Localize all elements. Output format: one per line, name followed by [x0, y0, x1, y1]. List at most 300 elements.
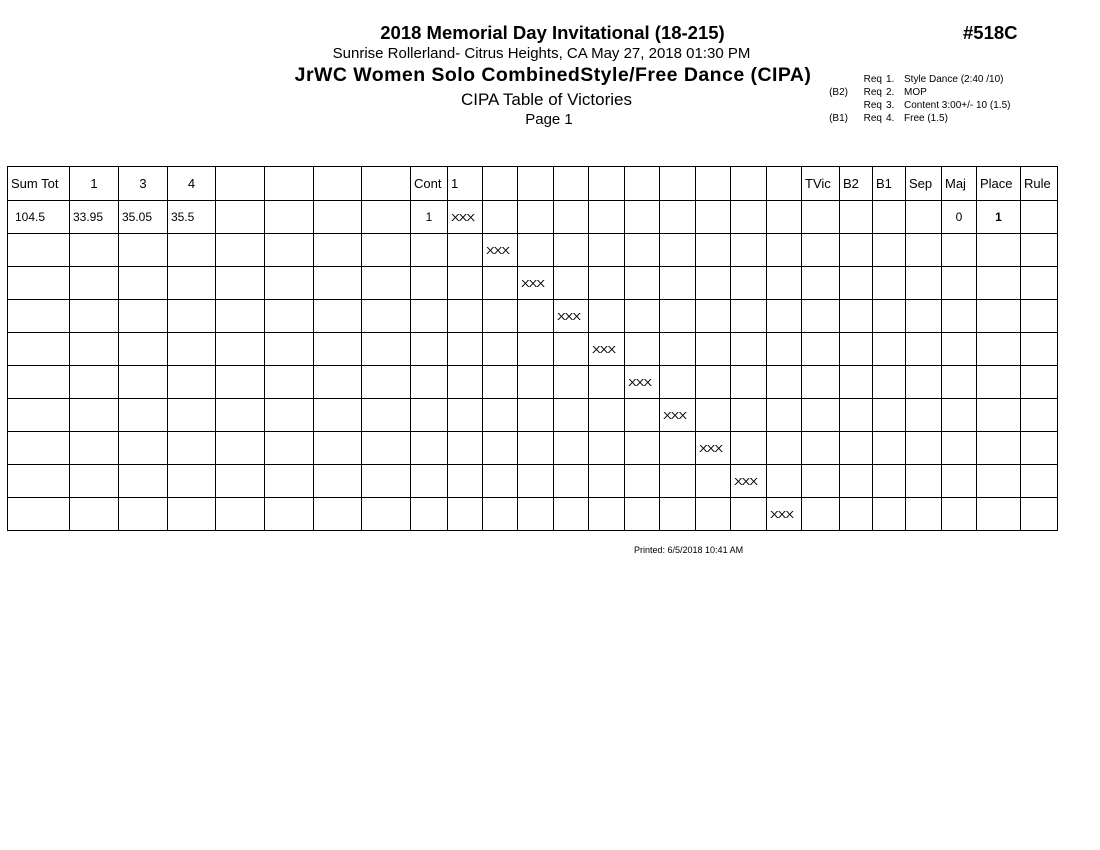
table-cell [696, 498, 731, 531]
table-cell [483, 201, 518, 234]
cross-mark: XXX [663, 409, 687, 421]
table-cell [660, 399, 696, 432]
table-cell [660, 366, 696, 399]
requirement-prefix: (B1) [829, 113, 848, 124]
table-cell [802, 333, 840, 366]
table-cell [518, 234, 554, 267]
table-cell [518, 267, 554, 300]
table-cell [840, 234, 873, 267]
table-cell [977, 399, 1021, 432]
table-cell [731, 465, 767, 498]
cross-mark: XXX [770, 508, 794, 520]
table-cell [362, 201, 411, 234]
table-cell [8, 300, 70, 333]
table-cell [625, 333, 660, 366]
table-cell [906, 267, 942, 300]
cross-mark: XXX [557, 310, 581, 322]
table-cell [362, 366, 411, 399]
table-cell [942, 399, 977, 432]
requirements-list [808, 73, 1010, 125]
table-cell [554, 201, 589, 234]
column-header: Sum Tot [8, 167, 70, 201]
table-cell [977, 333, 1021, 366]
table-cell [906, 234, 942, 267]
column-header: 1 [70, 167, 119, 201]
table-cell [873, 333, 906, 366]
table-cell [840, 333, 873, 366]
column-header: 4 [168, 167, 216, 201]
table-cell [554, 333, 589, 366]
table-cell [873, 300, 906, 333]
table-cell [119, 432, 168, 465]
table-cell [119, 366, 168, 399]
table-cell [314, 366, 362, 399]
table-cell [448, 234, 483, 267]
table-cell [265, 201, 314, 234]
table-cell [660, 201, 696, 234]
table-cell [518, 300, 554, 333]
table-cell [265, 498, 314, 531]
table-cell [1021, 399, 1058, 432]
table-cell [70, 267, 119, 300]
table-cell [731, 300, 767, 333]
table-cell [168, 267, 216, 300]
table-cell [767, 399, 802, 432]
table-cell [840, 366, 873, 399]
table-cell [8, 234, 70, 267]
cross-mark: XXX [451, 211, 475, 223]
requirement-item [808, 73, 1010, 86]
table-cell [1021, 498, 1058, 531]
table-cell [731, 432, 767, 465]
table-cell [362, 465, 411, 498]
table-cell [840, 300, 873, 333]
requirement-prefix [808, 99, 848, 112]
table-cell [942, 234, 977, 267]
table-cell [411, 399, 448, 432]
table-cell [767, 300, 802, 333]
column-header [696, 167, 731, 201]
table-cell [589, 201, 625, 234]
table-cell [518, 333, 554, 366]
table-cell [314, 201, 362, 234]
event-number: #518C [963, 22, 1018, 43]
table-cell [696, 300, 731, 333]
table-cell [483, 432, 518, 465]
table-cell [873, 234, 906, 267]
table-cell [625, 465, 660, 498]
table-cell [554, 234, 589, 267]
table-cell: 1 [411, 201, 448, 234]
table-cell [589, 234, 625, 267]
requirement-req: Req [863, 100, 882, 111]
column-header [314, 167, 362, 201]
table-cell [448, 465, 483, 498]
column-header [518, 167, 554, 201]
requirement-description: Content 3:00+/- 10 (1.5) [904, 100, 1011, 111]
table-cell [168, 432, 216, 465]
table-cell [483, 498, 518, 531]
printed-timestamp: Printed: 6/5/2018 10:41 AM [634, 545, 744, 555]
table-cell [483, 465, 518, 498]
table-cell [70, 498, 119, 531]
column-header [265, 167, 314, 201]
table-cell [589, 432, 625, 465]
table-cell [589, 267, 625, 300]
table-cell [660, 432, 696, 465]
requirement-description: MOP [904, 87, 927, 98]
table-cell [314, 333, 362, 366]
table-cell [977, 366, 1021, 399]
table-cell [873, 465, 906, 498]
table-cell [1021, 234, 1058, 267]
table-cell [70, 465, 119, 498]
table-cell [840, 498, 873, 531]
table-cell [411, 465, 448, 498]
victories-table [7, 166, 1058, 531]
table-cell [840, 201, 873, 234]
table-cell [362, 399, 411, 432]
table-row [8, 432, 1058, 465]
requirement-prefix: (B2) [829, 87, 848, 98]
table-cell [731, 201, 767, 234]
column-header: B1 [873, 167, 906, 201]
table-cell [362, 432, 411, 465]
table-cell [8, 498, 70, 531]
table-cell [942, 267, 977, 300]
table-cell [625, 234, 660, 267]
table-title: CIPA Table of Victories [460, 90, 633, 109]
table-cell: 0 [942, 201, 977, 234]
table-cell [265, 333, 314, 366]
table-cell [265, 399, 314, 432]
table-cell [216, 465, 265, 498]
table-cell [448, 432, 483, 465]
table-cell [168, 498, 216, 531]
table-cell [589, 300, 625, 333]
table-cell [840, 399, 873, 432]
table-cell [767, 267, 802, 300]
table-cell [168, 333, 216, 366]
table-cell [518, 366, 554, 399]
table-cell [448, 498, 483, 531]
table-cell [589, 333, 625, 366]
table-cell [589, 366, 625, 399]
table-cell [8, 366, 70, 399]
table-cell [977, 432, 1021, 465]
table-cell [119, 234, 168, 267]
table-cell [942, 465, 977, 498]
table-cell [767, 201, 802, 234]
table-cell [802, 432, 840, 465]
table-cell [265, 432, 314, 465]
column-header [362, 167, 411, 201]
table-cell [314, 300, 362, 333]
table-cell [168, 399, 216, 432]
table-cell [483, 366, 518, 399]
table-cell [696, 333, 731, 366]
table-cell [977, 234, 1021, 267]
column-header: B2 [840, 167, 873, 201]
table-cell: 35.05 [119, 201, 168, 234]
table-cell [119, 267, 168, 300]
table-cell [314, 465, 362, 498]
table-cell [216, 201, 265, 234]
table-cell [554, 300, 589, 333]
cross-mark: XXX [628, 376, 652, 388]
table-cell [977, 267, 1021, 300]
table-cell [554, 432, 589, 465]
table-cell [906, 366, 942, 399]
table-cell [660, 498, 696, 531]
table-cell [70, 399, 119, 432]
requirement-number: 2. [886, 87, 895, 98]
table-cell [8, 333, 70, 366]
table-cell [802, 300, 840, 333]
column-header: 1 [448, 167, 483, 201]
table-header-row [8, 167, 1058, 201]
requirement-item [808, 86, 1010, 99]
table-cell [8, 432, 70, 465]
table-row [8, 465, 1058, 498]
requirement-description: Free (1.5) [904, 113, 948, 124]
table-cell [873, 201, 906, 234]
table-cell [731, 333, 767, 366]
table-cell [411, 234, 448, 267]
table-row [8, 234, 1058, 267]
table-cell [660, 234, 696, 267]
column-header [216, 167, 265, 201]
table-cell [483, 333, 518, 366]
table-cell [362, 267, 411, 300]
table-cell [1021, 465, 1058, 498]
table-cell [314, 498, 362, 531]
table-cell [942, 432, 977, 465]
table-cell [265, 465, 314, 498]
table-cell [942, 333, 977, 366]
table-cell [314, 432, 362, 465]
table-cell [448, 333, 483, 366]
requirement-description: Style Dance (2:40 /10) [904, 74, 1004, 85]
cross-mark: XXX [486, 244, 510, 256]
table-cell [518, 498, 554, 531]
table-cell [696, 267, 731, 300]
table-row [8, 366, 1058, 399]
requirement-number: 3. [886, 100, 895, 111]
table-cell [906, 498, 942, 531]
table-cell [168, 465, 216, 498]
table-row [8, 498, 1058, 531]
table-cell [411, 498, 448, 531]
table-cell [554, 267, 589, 300]
table-cell [265, 267, 314, 300]
table-cell [216, 333, 265, 366]
table-cell [168, 300, 216, 333]
table-cell [216, 267, 265, 300]
table-cell [554, 465, 589, 498]
table-cell [625, 201, 660, 234]
table-cell [802, 366, 840, 399]
table-cell [119, 465, 168, 498]
column-header [767, 167, 802, 201]
table-cell [873, 267, 906, 300]
table-cell [70, 234, 119, 267]
table-cell [731, 267, 767, 300]
table-cell [1021, 333, 1058, 366]
table-cell [119, 399, 168, 432]
table-cell [70, 333, 119, 366]
table-row [8, 267, 1058, 300]
table-cell [906, 333, 942, 366]
table-row [8, 201, 1058, 234]
table-cell [873, 432, 906, 465]
table-cell [873, 498, 906, 531]
table-cell [767, 465, 802, 498]
table-cell [554, 399, 589, 432]
table-cell [362, 234, 411, 267]
column-header [589, 167, 625, 201]
table-cell [660, 300, 696, 333]
table-row [8, 333, 1058, 366]
table-cell [840, 465, 873, 498]
table-cell [625, 498, 660, 531]
table-cell [942, 498, 977, 531]
table-cell [554, 366, 589, 399]
table-cell [483, 234, 518, 267]
table-cell [625, 399, 660, 432]
table-cell [70, 366, 119, 399]
table-cell [518, 432, 554, 465]
column-header [731, 167, 767, 201]
table-cell [314, 234, 362, 267]
table-cell [168, 234, 216, 267]
table-cell [767, 498, 802, 531]
table-cell [802, 465, 840, 498]
table-cell [625, 300, 660, 333]
table-cell [216, 498, 265, 531]
table-cell [802, 267, 840, 300]
table-cell [660, 267, 696, 300]
requirement-number: 1. [886, 74, 895, 85]
table-cell [216, 234, 265, 267]
table-cell [942, 300, 977, 333]
cross-mark: XXX [521, 277, 545, 289]
column-header: Sep [906, 167, 942, 201]
table-cell [696, 366, 731, 399]
table-cell: 104.5 [8, 201, 70, 234]
cross-mark: XXX [734, 475, 758, 487]
table-cell [119, 300, 168, 333]
cross-mark: XXX [592, 343, 616, 355]
column-header [660, 167, 696, 201]
table-cell [767, 432, 802, 465]
table-cell [483, 399, 518, 432]
cross-mark: XXX [699, 442, 723, 454]
table-cell [1021, 366, 1058, 399]
table-cell [411, 333, 448, 366]
table-cell [873, 399, 906, 432]
table-cell [906, 201, 942, 234]
table-cell [448, 399, 483, 432]
table-cell [448, 366, 483, 399]
table-cell [1021, 300, 1058, 333]
table-cell [767, 333, 802, 366]
table-cell [483, 300, 518, 333]
table-cell [483, 267, 518, 300]
table-row [8, 300, 1058, 333]
table-cell [411, 300, 448, 333]
table-cell [977, 498, 1021, 531]
requirement-req: Req [863, 113, 882, 124]
column-header: 3 [119, 167, 168, 201]
table-cell [660, 465, 696, 498]
table-cell [696, 465, 731, 498]
table-cell [265, 234, 314, 267]
table-cell [840, 432, 873, 465]
table-cell [906, 399, 942, 432]
table-cell [696, 399, 731, 432]
table-cell [731, 366, 767, 399]
table-cell [1021, 267, 1058, 300]
table-cell [731, 399, 767, 432]
table-cell [448, 201, 483, 234]
table-cell [625, 267, 660, 300]
table-cell [767, 366, 802, 399]
column-header: Rule [1021, 167, 1058, 201]
column-header: Cont [411, 167, 448, 201]
table-cell [731, 498, 767, 531]
table-cell [589, 399, 625, 432]
table-cell [411, 366, 448, 399]
table-cell [362, 333, 411, 366]
table-cell [448, 300, 483, 333]
class-title: JrWC Women Solo CombinedStyle/Free Dance (CIPA) [294, 64, 812, 86]
table-cell [216, 399, 265, 432]
table-cell [411, 267, 448, 300]
event-title: 2018 Memorial Day Invitational (18-215) [380, 22, 725, 43]
table-cell [411, 432, 448, 465]
table-cell [314, 399, 362, 432]
table-cell [767, 234, 802, 267]
column-header: Place [977, 167, 1021, 201]
requirement-req: Req [863, 74, 882, 85]
table-cell [802, 399, 840, 432]
table-cell [518, 399, 554, 432]
requirement-number: 4. [886, 113, 895, 124]
table-cell [216, 432, 265, 465]
table-cell [265, 366, 314, 399]
table-cell [265, 300, 314, 333]
table-cell [1021, 432, 1058, 465]
table-cell [589, 465, 625, 498]
table-cell [977, 300, 1021, 333]
table-cell [840, 267, 873, 300]
table-cell: 33.95 [70, 201, 119, 234]
table-cell [977, 465, 1021, 498]
table-cell [70, 432, 119, 465]
table-cell [362, 498, 411, 531]
table-cell [8, 465, 70, 498]
requirement-item [808, 112, 1010, 125]
table-cell [660, 333, 696, 366]
column-header [554, 167, 589, 201]
table-cell [119, 498, 168, 531]
page-label: Page 1 [525, 111, 573, 128]
table-cell [216, 366, 265, 399]
table-cell [362, 300, 411, 333]
column-header: Maj [942, 167, 977, 201]
table-cell [802, 234, 840, 267]
